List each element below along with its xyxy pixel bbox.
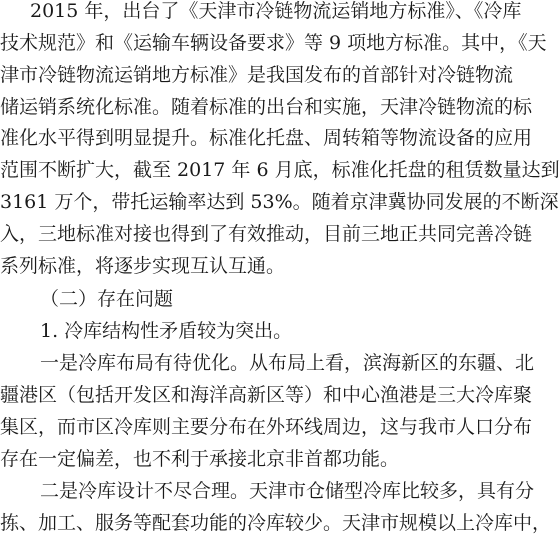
paragraph-2-line-3: 集区，而市区冷库则主要分布在外环线周边，这与我市人口分布 [0,416,533,438]
paragraph-1-line-9: 系列标准，将逐步实现互认互通。 [0,255,286,277]
paragraph-1-line-5: 准化水平得到明显提升。标准化托盘、周转箱等物流设备的应用 [0,127,533,149]
paragraph-1-line-3: 津市冷链物流运销地方标准》是我国发布的首部针对冷链物流 [0,64,514,86]
subsection-heading: 1. 冷库结构性矛盾较为突出。 [40,320,293,342]
paragraph-1-line-7: 3161 万个，带托运输率达到 53%。随着京津冀协同发展的不断深 [0,191,559,213]
paragraph-2-line-4: 存在一定偏差，也不利于承接北京非首都功能。 [0,448,400,470]
paragraph-3-line-2: 拣、加工、服务等配套功能的冷库较少。天津市规模以上冷库中， [0,512,552,534]
paragraph-1-line-8: 入，三地标准对接也得到了有效推动，目前三地正共同完善冷链 [0,223,533,245]
paragraph-1-line-1: 2015 年，出台了《天津市冷链物流运销地方标准》、《冷库 [30,0,522,22]
paragraph-1-line-6: 范围不断扩大，截至 2017 年 6 月底，标准化托盘的租赁数量达到 [0,159,560,181]
paragraph-3-line-1: 二是冷库设计不尽合理。天津市仓储型冷库比较多，具有分 [40,480,535,502]
section-heading: （二）存在问题 [40,288,174,310]
paragraph-1-line-4: 储运销系统化标准。随着标准的出台和实施，天津冷链物流的标 [0,96,533,118]
paragraph-1-line-2: 技术规范》和《运输车辆设备要求》等 9 项地方标准。其中，《天 [0,32,547,54]
paragraph-2-line-1: 一是冷库布局有待优化。从布局上看，滨海新区的东疆、北 [40,352,535,374]
paragraph-2-line-2: 疆港区（包括开发区和海洋高新区等）和中心渔港是三大冷库聚 [0,384,533,406]
